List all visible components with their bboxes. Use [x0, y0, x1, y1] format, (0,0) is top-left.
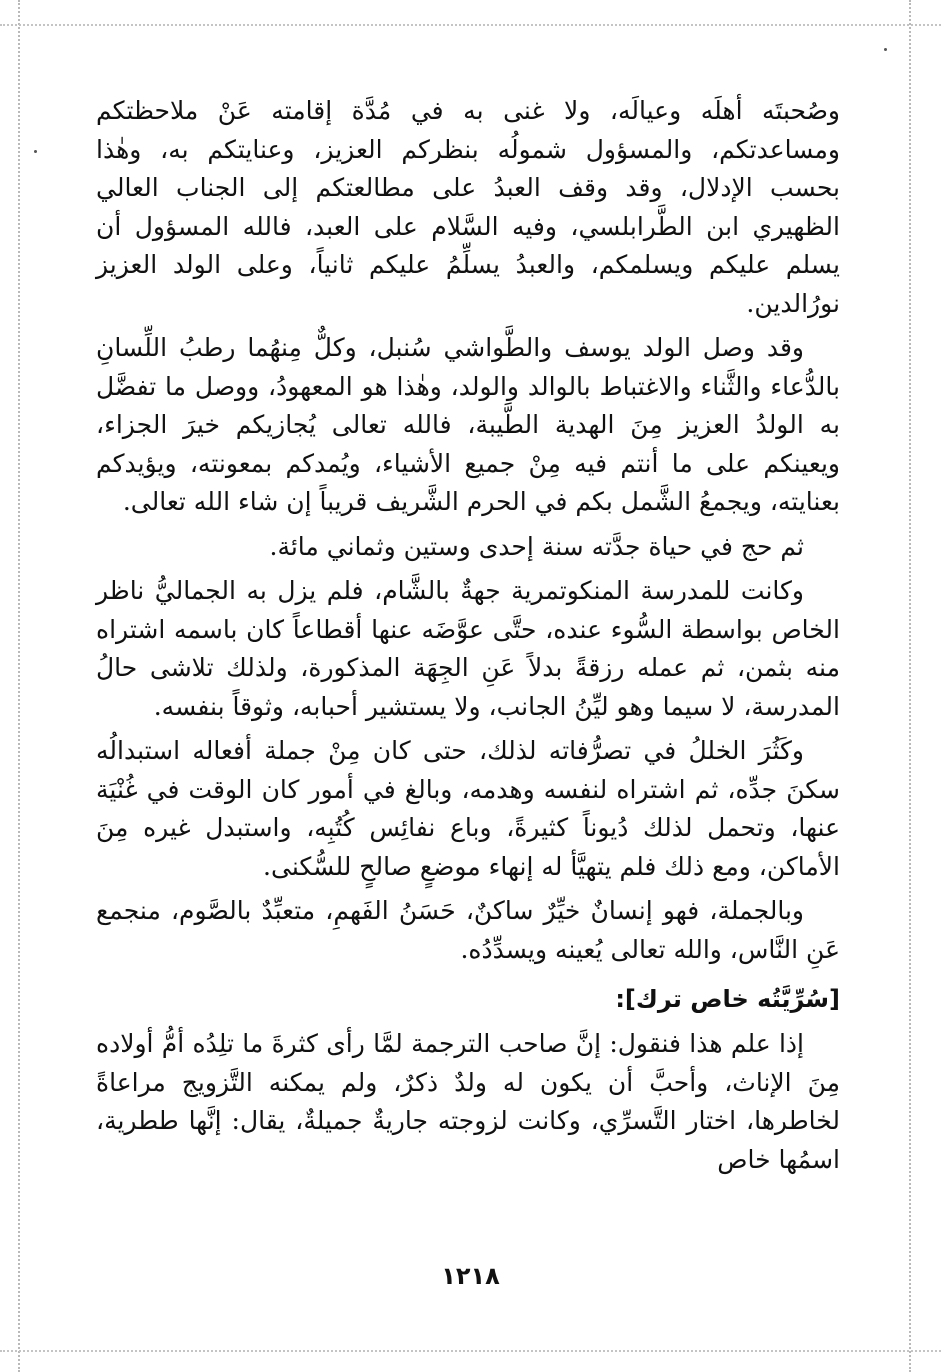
paragraph-7: إذا علم هذا فنقول: إنَّ صاحب الترجمة لمَّا رأى كثرةَ ما تلِدُه أمُّ أولاده مِنَ الإناث، وأحبَّ أن يكون له ولدٌ ذكرٌ، ولم يمكنه التَّزويج مراعاةً لخاطرها، اختار التَّسرِّي، وكانت لزوجته جاريةٌ جميلةٌ، يقال: إنَّها ططرية، اسمُها خاص — [96, 1029, 840, 1174]
page-body — [96, 92, 840, 1185]
scan-guide-bottom — [0, 1350, 941, 1352]
scan-speck — [884, 48, 887, 51]
paragraph-3: ثم حج في حياة جدَّته سنة إحدى وستين وثماني مائة. — [269, 531, 804, 561]
paragraph-1: وصُحبتَه أهلَه وعيالَه، ولا غنى به في مُدَّة إقامته عَنْ ملاحظتكم ومساعدتكم، والمسؤول شمولُه بنظركم العزيز، وعنايتكم به، وهٰذا بحسب الإدلال، وقد وقف العبدُ على مطالعتكم إلى الجناب العالي الظهيري ابن الطَّرابلسي، وفيه السَّلام على العبد، فالله المسؤول أن يسلم عليكم ويسلمكم، والعبدُ يسلِّمُ عليكم ثانياً، وعلى الولد العزيز نورُالدين. — [96, 96, 840, 318]
scan-guide-right — [909, 0, 911, 1372]
scan-speck — [34, 150, 37, 153]
paragraph-2: وقد وصل الولد يوسف والطَّواشي سُنبل، وكلٌّ مِنهُما رطبُ اللِّسانِ بالدُّعاء والثَّناء والاغتباط بالوالد والولد، وهٰذا هو المعهودُ، ووصل ما تفضَّل به الولدُ العزيز مِنَ الهدية الطَّيبة، فالله تعالى يُجازيكم خيرَ الجزاء، ويعينكم على ما أنتم فيه مِنْ جميع الأشياء، ويُمدكم بمعونته، ويؤيدكم بعنايته، ويجمعُ الشَّمل بكم في الحرم الشَّريف قريباً إن شاء الله تعالى. — [96, 333, 840, 516]
paragraph-5: وكَثُرَ الخللُ في تصرُّفاته لذلك، حتى كان مِنْ جملة أفعاله استبدالُه سكنَ جدِّه، ثم اشتراه لنفسه وهدمه، وبالغ في أمور كان الوقت في غُنْيَة عنها، وتحمل لذلك دُيوناً كثيرةً، وباع نفائِس كُتُبِه، واستبدل غيره مِنَ الأماكن، ومع ذلك فلم يتهيَّأ له إنهاء موضعٍ صالحٍ للسُّكنى. — [96, 736, 840, 881]
section-heading: [سُرِّيَّتُه خاص ترك]: — [615, 985, 840, 1013]
scan-guide-left — [18, 0, 20, 1372]
scan-guide-top — [0, 24, 941, 26]
page-number: ١٢١٨ — [441, 1262, 500, 1290]
paragraph-6: وبالجملة، فهو إنسانٌ خيِّرٌ ساكنٌ، حَسَنُ الفَهمِ، متعبِّدٌ بالصَّوم، منجمع عَنِ النَّاس، والله تعالى يُعينه ويسدِّدُه. — [96, 896, 840, 964]
paragraph-4: وكانت للمدرسة المنكوتمرية جهةٌ بالشَّام، فلم يزل به الجماليُّ ناظر الخاص بواسطة السُّوء عنده، حتَّى عوَّضَه عنها أقطاعاً كان باسمه اشتراه منه بثمن، ثم عمله رزقةً بدلاً عَنِ الجِهَة المذكورة، ولذلك تلاشى حالُ المدرسة، لا سيما وهو ليِّنُ الجانب، ولا يستشير أحبابه، وثوقاً بنفسه. — [96, 576, 840, 721]
